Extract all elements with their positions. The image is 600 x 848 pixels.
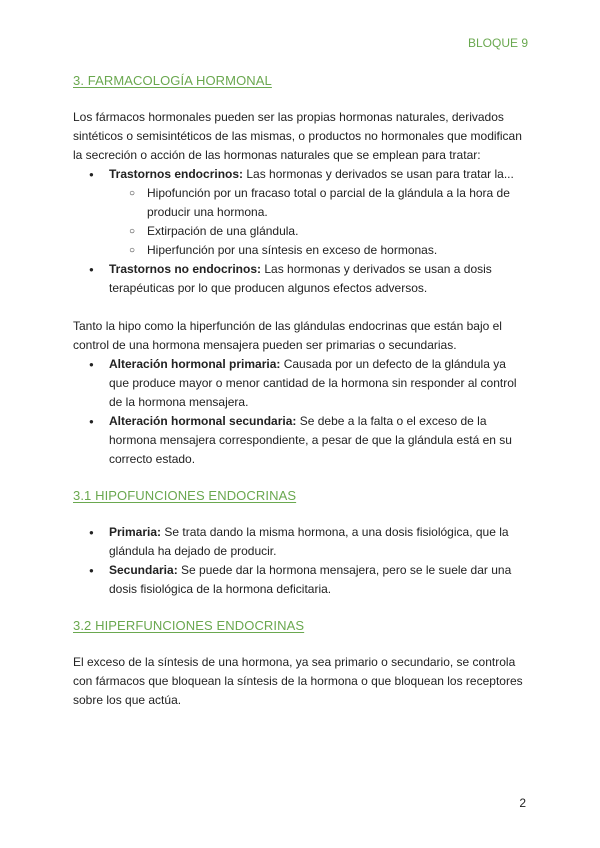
bullet-bold: Secundaria:	[109, 563, 178, 577]
section-title-farmacologia: 3. FARMACOLOGÍA HORMONAL	[73, 73, 272, 88]
paragraph-hipo-hiper: Tanto la hipo como la hiperfunción de las glándulas endocrinas que están bajo el control de una hormona mensajera pueden ser primarias o secundarias.	[73, 319, 502, 352]
bullet-bold: Alteración hormonal secundaria:	[109, 414, 297, 428]
list-item	[73, 355, 528, 412]
bullet-bold: Trastornos endocrinos:	[109, 167, 244, 181]
bullet-text: Las hormonas y derivados se usan para tratar la...	[243, 167, 514, 181]
trastornos-list	[73, 165, 528, 298]
page-number: 2	[519, 796, 526, 810]
section-title-hiperfunciones: 3.2 HIPERFUNCIONES ENDOCRINAS	[73, 618, 305, 633]
bullet-text: Causada por un defecto de la glándula ya que produce mayor o menor cantidad de la hormona sin responder al control de la hormona mensajera.	[109, 357, 517, 409]
bullet-bold: Primaria:	[109, 525, 162, 539]
list-item	[73, 561, 528, 599]
alteracion-list	[73, 355, 528, 469]
list-item	[73, 260, 528, 298]
intro-paragraph: Los fármacos hormonales pueden ser las propias hormonas naturales, derivados sintéticos o semisintéticos de las mismas, o productos no hormonales que modifican la secreción o acción de las hormonas naturales que se emplean para tratar:	[73, 110, 522, 162]
bullet-text: Las hormonas y derivados se usan a dosis terapéuticas por lo que producen algunos efectos adversos.	[109, 262, 492, 295]
hiperfunciones-paragraph: El exceso de la síntesis de una hormona, ya sea primario o secundario, se controla con fármacos que bloquean la síntesis de la hormona o que bloquean los receptores sobre los que actúa.	[73, 655, 523, 707]
sub-list-item: ○ Extirpación de una glándula.	[109, 222, 528, 241]
bullet-text: Se puede dar la hormona mensajera, pero se le suele dar una dosis fisiológica de la hormona deficitaria.	[109, 563, 512, 596]
section-title-hipofunciones: 3.1 HIPOFUNCIONES ENDOCRINAS	[73, 488, 297, 503]
block-header: BLOQUE 9	[467, 36, 528, 50]
list-item	[73, 165, 528, 260]
page-content	[73, 71, 528, 710]
list-item	[73, 412, 528, 469]
bullet-text: Se trata dando la misma hormona, a una dosis fisiológica, que la glándula ha dejado de producir.	[109, 525, 509, 558]
hipofunciones-list	[73, 523, 528, 599]
sub-list-item: ○ Hipofunción por un fracaso total o parcial de la glándula a la hora de producir una hormona.	[109, 184, 528, 222]
list-item	[73, 523, 528, 561]
bullet-bold: Trastornos no endocrinos:	[109, 262, 262, 276]
sublist	[109, 184, 528, 260]
bullet-text: Se debe a la falta o el exceso de la hormona mensajera correspondiente, a pesar de que la glándula está en su correcto estado.	[109, 414, 512, 466]
bullet-bold: Alteración hormonal primaria:	[109, 357, 281, 371]
sub-list-item: ○ Hiperfunción por una síntesis en exceso de hormonas.	[109, 241, 528, 260]
